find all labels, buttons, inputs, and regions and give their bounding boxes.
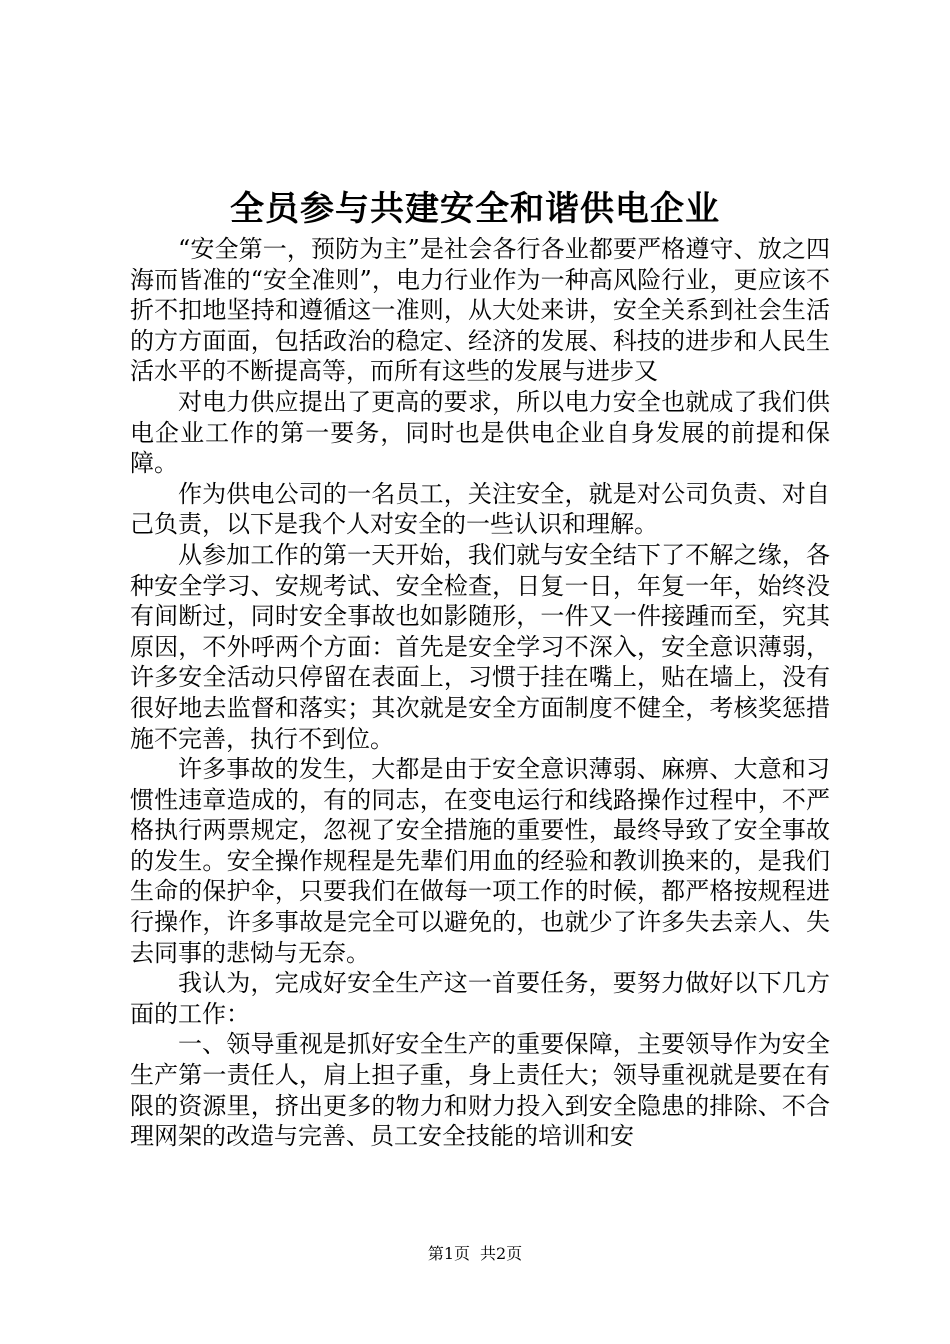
paragraph: 我认为，完成好安全生产这一首要任务，要努力做好以下几方面的工作： xyxy=(130,969,830,1028)
paragraph: 一、领导重视是抓好安全生产的重要保障，主要领导作为安全生产第一责任人，肩上担子重，身上责任大；领导重视就是要在有限的资源里，挤出更多的物力和财力投入到安全隐患的排除、不合理网架的改造与完善、员工安全技能的培训和安 xyxy=(130,1030,830,1151)
paragraph: 对电力供应提出了更高的要求，所以电力安全也就成了我们供电企业工作的第一要务，同时也是供电企业自身发展的前提和保障。 xyxy=(130,387,830,478)
page-number-total: 共2页 xyxy=(480,1244,523,1263)
document-body xyxy=(130,234,830,1152)
paragraph: “安全第一，预防为主”是社会各行各业都要严格遵守、放之四海而皆准的“安全准则”，电力行业作为一种高风险行业，更应该不折不扣地坚持和遵循这一准则，从大处来讲，安全关系到社会生活的方方面面，包括政治的稳定、经济的发展、科技的进步和人民生活水平的不断提高等，而所有这些的发展与进步又 xyxy=(130,235,830,386)
page-footer xyxy=(0,1242,950,1266)
document-title: 全员参与共建安全和谐供电企业 xyxy=(230,189,720,229)
page-number-current: 第1页 xyxy=(427,1244,470,1263)
paragraph: 从参加工作的第一天开始，我们就与安全结下了不解之缘，各种安全学习、安规考试、安全检查，日复一日，年复一年，始终没有间断过，同时安全事故也如影随形，一件又一件接踵而至，究其原因，不外呼两个方面：首先是安全学习不深入，安全意识薄弱，许多安全活动只停留在表面上，习惯于挂在嘴上，贴在墙上，没有很好地去监督和落实；其次就是安全方面制度不健全，考核奖惩措施不完善，执行不到位。 xyxy=(130,540,830,753)
paragraph: 作为供电公司的一名员工，关注安全，就是对公司负责、对自己负责，以下是我个人对安全的一些认识和理解。 xyxy=(130,479,830,539)
paragraph: 许多事故的发生，大都是由于安全意识薄弱、麻痹、大意和习惯性违章造成的，有的同志，在变电运行和线路操作过程中，不严格执行两票规定，忽视了安全措施的重要性，最终导致了安全事故的发生。安全操作规程是先辈们用血的经验和教训换来的，是我们生命的保护伞，只要我们在做每一项工作的时候，都严格按规程进行操作，许多事故是完全可以避免的，也就少了许多失去亲人、失去同事的悲恸与无奈。 xyxy=(130,755,830,967)
